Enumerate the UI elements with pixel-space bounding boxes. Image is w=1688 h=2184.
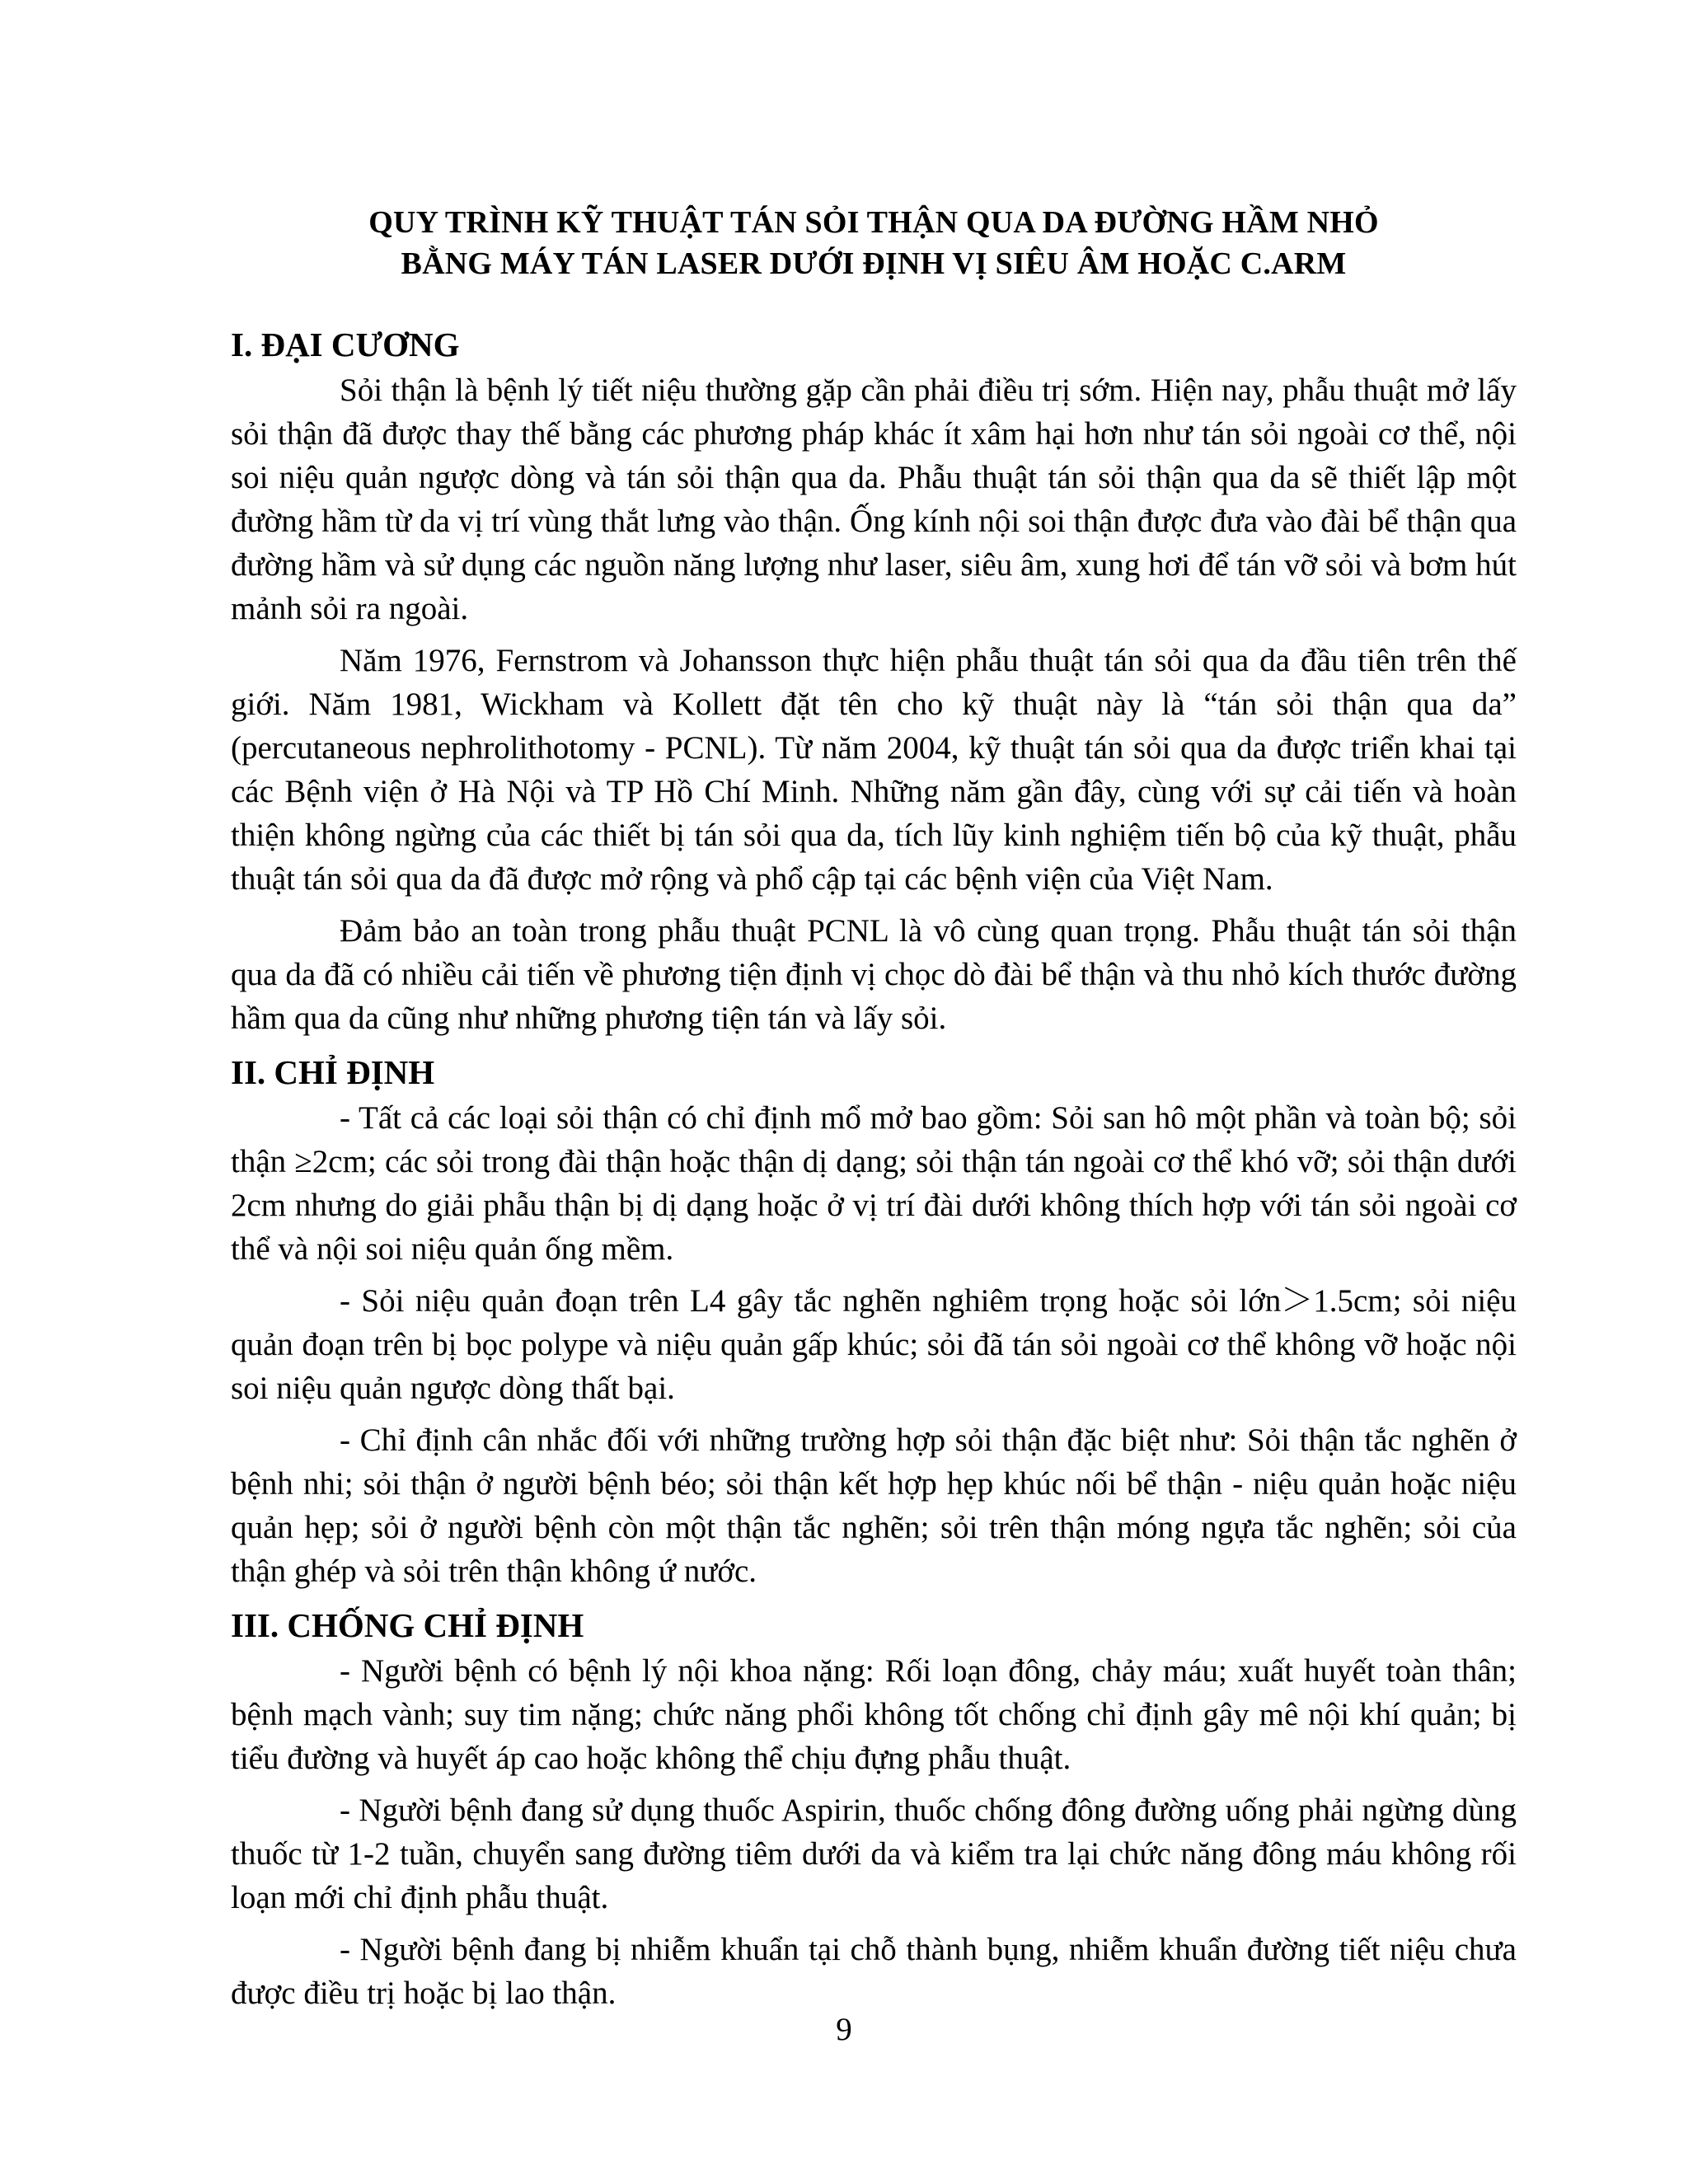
section-heading-indications: II. CHỈ ĐỊNH <box>231 1053 435 1091</box>
paragraph: - Người bệnh có bệnh lý nội khoa nặng: Rối loạn đông, chảy máu; xuất huyết toàn thân; bệnh mạch vành; suy tim nặng; chức năng phổi không tốt chống chỉ định gây mê nội khí quản; bị tiểu đường và huyết áp cao hoặc không thể chịu đựng phẫu thuật. <box>231 1653 1517 1776</box>
paragraph: - Người bệnh đang sử dụng thuốc Aspirin, thuốc chống đông đường uống phải ngừng dùng thuốc từ 1-2 tuần, chuyển sang đường tiêm dưới da và kiểm tra lại chức năng đông máu không rối loạn mới chỉ định phẫu thuật. <box>231 1793 1517 1915</box>
title-line-1: QUY TRÌNH KỸ THUẬT TÁN SỎI THẬN QUA DA ĐƯỜNG HẦM NHỎ <box>368 205 1379 240</box>
title-line-2: BẰNG MÁY TÁN LASER DƯỚI ĐỊNH VỊ SIÊU ÂM HOẶC C.ARM <box>401 246 1347 281</box>
section-general <box>231 321 1517 1040</box>
paragraph: Sỏi thận là bệnh lý tiết niệu thường gặp cần phải điều trị sớm. Hiện nay, phẫu thuật mở lấy sỏi thận đã được thay thế bằng các phương pháp khác ít xâm hại hơn như tán sỏi ngoài cơ thể, nội soi niệu quản ngược dòng và tán sỏi thận qua da. Phẫu thuật tán sỏi thận qua da sẽ thiết lập một đường hầm từ da vị trí vùng thắt lưng vào thận. Ống kính nội soi thận được đưa vào đài bể thận qua đường hầm và sử dụng các nguồn năng lượng như laser, siêu âm, xung hơi để tán vỡ sỏi và bơm hút mảnh sỏi ra ngoài. <box>231 373 1517 626</box>
section-heading-contraindications: III. CHỐNG CHỈ ĐỊNH <box>231 1606 584 1644</box>
paragraph: Đảm bảo an toàn trong phẫu thuật PCNL là vô cùng quan trọng. Phẫu thuật tán sỏi thận qua da đã có nhiều cải tiến về phương tiện định vị chọc dò đài bể thận và thu nhỏ kích thước đường hầm qua da cũng như những phương tiện tán và lấy sỏi. <box>231 913 1517 1036</box>
section-heading-general: I. ĐẠI CƯƠNG <box>231 326 460 363</box>
page-number: 9 <box>836 2012 852 2047</box>
document-page <box>231 202 1517 2023</box>
paragraph: - Chỉ định cân nhắc đối với những trường hợp sỏi thận đặc biệt như: Sỏi thận tắc nghẽn ở bệnh nhi; sỏi thận ở người bệnh béo; sỏi thận kết hợp hẹp khúc nối bể thận - niệu quản hoặc niệu quản hẹp; sỏi ở người bệnh còn một thận tắc nghẽn; sỏi trên thận móng ngựa tắc nghẽn; sỏi của thận ghép và sỏi trên thận không ứ nước. <box>231 1422 1517 1589</box>
document-title <box>231 202 1517 284</box>
section-contraindications <box>231 1601 1517 2015</box>
paragraph: - Sỏi niệu quản đoạn trên L4 gây tắc nghẽn nghiêm trọng hoặc sỏi lớn＞1.5cm; sỏi niệu quản đoạn trên bị bọc polype và niệu quản gấp khúc; sỏi đã tán sỏi ngoài cơ thể không vỡ hoặc nội soi niệu quản ngược dòng thất bại. <box>231 1283 1517 1406</box>
section-indications <box>231 1048 1517 1593</box>
paragraph: - Người bệnh đang bị nhiễm khuẩn tại chỗ thành bụng, nhiễm khuẩn đường tiết niệu chưa được điều trị hoặc bị lao thận. <box>231 1932 1517 2011</box>
paragraph: Năm 1976, Fernstrom và Johansson thực hiện phẫu thuật tán sỏi qua da đầu tiên trên thế giới. Năm 1981, Wickham và Kollett đặt tên cho kỹ thuật này là “tán sỏi thận qua da” (percutaneous nephrolithotomy - PCNL). Từ năm 2004, kỹ thuật tán sỏi qua da được triển khai tại các Bệnh viện ở Hà Nội và TP Hồ Chí Minh. Những năm gần đây, cùng với sự cải tiến và hoàn thiện không ngừng của các thiết bị tán sỏi qua da, tích lũy kinh nghiệm tiến bộ của kỹ thuật, phẫu thuật tán sỏi qua da đã được mở rộng và phổ cập tại các bệnh viện của Việt Nam. <box>231 643 1517 897</box>
paragraph: - Tất cả các loại sỏi thận có chỉ định mổ mở bao gồm: Sỏi san hô một phần và toàn bộ; sỏi thận ≥2cm; các sỏi trong đài thận hoặc thận dị dạng; sỏi thận tán ngoài cơ thể khó vỡ; sỏi thận dưới 2cm nhưng do giải phẫu thận bị dị dạng hoặc ở vị trí đài dưới không thích hợp với tán sỏi ngoài cơ thể và nội soi niệu quản ống mềm. <box>231 1100 1517 1267</box>
